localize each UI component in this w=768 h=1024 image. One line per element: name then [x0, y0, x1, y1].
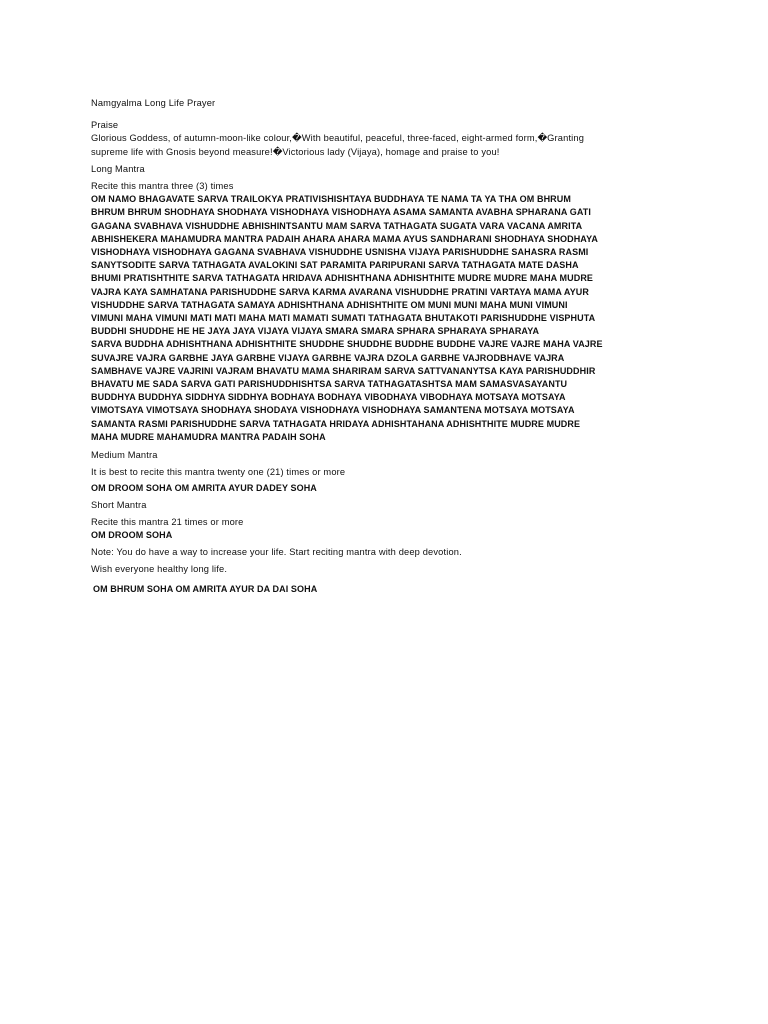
mantra-line: SARVA BUDDHA ADHISHTHANA ADHISHTHITE SHUDDHE SHUDDHE BUDDHE BUDDHE VAJRE VAJRE MAHA VAJRE [91, 339, 603, 350]
mantra-line: ABHISHEKERA MAHAMUDRA MANTRA PADAIH AHARA AHARA MAMA AYUS SANDHARANI SHODHAYA SHODHAYA [91, 233, 598, 244]
praise-line: Glorious Goddess, of autumn-moon-like colour,�With beautiful, peaceful, three-faced, eight-armed form,�Granting [91, 133, 585, 144]
short-mantra-instruction: Recite this mantra 21 times or more [91, 516, 244, 527]
long-mantra-text [91, 193, 691, 444]
mantra-line: VISHODHAYA VISHODHAYA GAGANA SVABHAVA VISHUDDHE USNISHA VIJAYA PARISHUDDHE SAHASRA RASMI [91, 247, 589, 258]
medium-mantra-text: OM DROOM SOHA OM AMRITA AYUR DADEY SOHA [91, 483, 317, 494]
mantra-line: VAJRA KAYA SAMHATANA PARISHUDDHE SARVA KARMA AVARANA VISHUDDHE PRATINI VARTAYA MAMA AYUR [91, 286, 590, 297]
mantra-line: MAHA MUDRE MAHAMUDRA MANTRA PADAIH SOHA [91, 431, 326, 442]
praise-text [91, 132, 691, 158]
document-body [91, 97, 691, 596]
mantra-line: VIMUNI MAHA VIMUNI MATI MATI MAHA MATI MAMATI SUMATI TATHAGATA BHUTAKOTI PARISHUDDHE VISPHUTA [91, 313, 596, 324]
wish-text: Wish everyone healthy long life. [91, 563, 228, 574]
praise-line: supreme life with Gnosis beyond measure!�Victorious lady (Vijaya), homage and praise to you! [91, 146, 500, 157]
mantra-line: VIMOTSAYA VIMOTSAYA SHODHAYA SHODAYA VISHODHAYA VISHODHAYA SAMANTENA MOTSAYA MOTSAYA [91, 405, 575, 416]
mantra-line: SUVAJRE VAJRA GARBHE JAYA GARBHE VIJAYA GARBHE VAJRA DZOLA GARBHE VAJRODBHAVE VAJRA [91, 352, 565, 363]
short-mantra-text: OM DROOM SOHA [91, 530, 173, 541]
mantra-line: BHRUM BHRUM SHODHAYA SHODHAYA VISHODHAYA VISHODHAYA ASAMA SAMANTA AVABHA SPHARANA GATI [91, 207, 591, 218]
mantra-line: BUDDHYA BUDDHYA SIDDHYA SIDDHYA BODHAYA BODHAYA VIBODHAYA VIBODHAYA MOTSAYA MOTSAYA [91, 392, 566, 403]
note-text: Note: You do have a way to increase your life. Start reciting mantra with deep devotion. [91, 547, 462, 558]
praise-heading: Praise [91, 120, 119, 131]
mantra-line: SAMANTA RASMI PARISHUDDHE SARVA TATHAGATA HRIDAYA ADHISHTAHANA ADHISHTHITE MUDRE MUDRE [91, 418, 581, 429]
mantra-line: OM NAMO BHAGAVATE SARVA TRAILOKYA PRATIVISHISHTAYA BUDDHAYA TE NAMA TA YA THA OM BHRUM [91, 194, 571, 205]
closing-mantra: OM BHRUM SOHA OM AMRITA AYUR DA DAI SOHA [93, 583, 318, 594]
mantra-line: VISHUDDHE SARVA TATHAGATA SAMAYA ADHISHTHANA ADHISHTHITE OM MUNI MUNI MAHA MUNI VIMUNI [91, 299, 568, 310]
long-mantra-instruction: Recite this mantra three (3) times [91, 181, 234, 192]
short-mantra-heading: Short Mantra [91, 499, 147, 510]
mantra-line: BHUMI PRATISHTHITE SARVA TATHAGATA HRIDAVA ADHISHTHANA ADHISHTHITE MUDRE MUDRE MAHA MUDRE [91, 273, 594, 284]
mantra-line: BUDDHI SHUDDHE HE HE JAYA JAYA VIJAYA VIJAYA SMARA SMARA SPHARA SPHARAYA SPHARAYA [91, 326, 540, 337]
mantra-line: SAMBHAVE VAJRE VAJRINI VAJRAM BHAVATU MAMA SHARIRAM SARVA SATTVANANYTSA KAYA PARISHUDDHIR [91, 365, 596, 376]
long-mantra-heading: Long Mantra [91, 163, 145, 174]
document-title: Namgyalma Long Life Prayer [91, 98, 216, 108]
mantra-line: GAGANA SVABHAVA VISHUDDHE ABHISHINTSANTU MAM SARVA TATHAGATA SUGATA VARA VACANA AMRITA [91, 220, 583, 231]
medium-mantra-heading: Medium Mantra [91, 450, 158, 461]
medium-mantra-instruction: It is best to recite this mantra twenty one (21) times or more [91, 467, 346, 478]
mantra-line: SANYTSODITE SARVA TATHAGATA AVALOKINI SAT PARAMITA PARIPURANI SARVA TATHAGATA MATE DASHA [91, 260, 579, 271]
mantra-line: BHAVATU ME SADA SARVA GATI PARISHUDDHISHTSA SARVA TATHAGATASHTSA MAM SAMASVASAYANTU [91, 379, 568, 390]
